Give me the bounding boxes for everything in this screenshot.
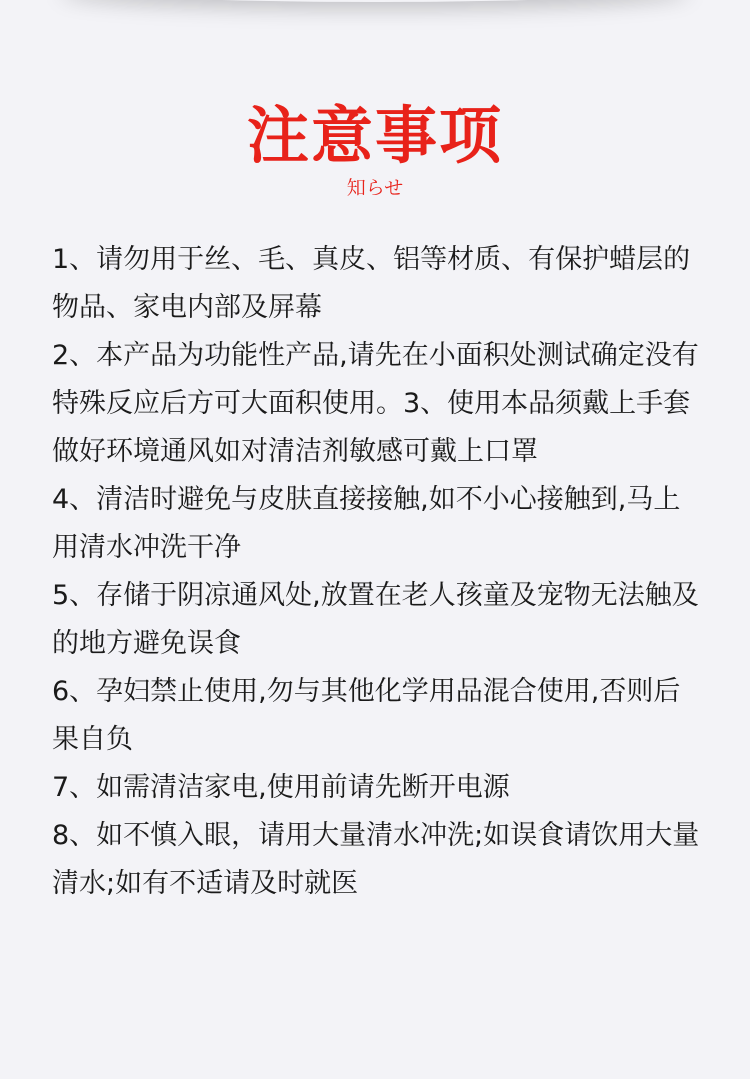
note-item: 5、存储于阴凉通风处,放置在老人孩童及宠物无法触及的地方避免误食 bbox=[52, 580, 699, 659]
note-item: 7、如需清洁家电,使用前请先断开电源 bbox=[52, 772, 510, 803]
notes-list bbox=[52, 236, 702, 908]
note-item: 2、本产品为功能性产品,请先在小面积处测试确定没有特殊反应后方可大面积使用。3、使用本品须戴上手套做好环境通风如对清洁剂敏感可戴上口罩 bbox=[52, 340, 699, 467]
note-item: 4、清洁时避免与皮肤直接接触,如不小心接触到,马上用清水冲洗干净 bbox=[52, 484, 681, 563]
top-shadow-decoration bbox=[60, 0, 690, 2]
page-subtitle: 知らせ bbox=[346, 177, 404, 199]
note-item: 1、请勿用于丝、毛、真皮、铝等材质、有保护蜡层的物品、家电内部及屏幕 bbox=[52, 244, 691, 323]
note-item: 8、如不慎入眼，请用大量清水冲洗;如误食请饮用大量清水;如有不适请及时就医 bbox=[52, 820, 700, 899]
note-item: 6、孕妇禁止使用,勿与其他化学用品混合使用,否则后果自负 bbox=[52, 676, 681, 755]
page-title: 注意事项 bbox=[246, 99, 503, 172]
